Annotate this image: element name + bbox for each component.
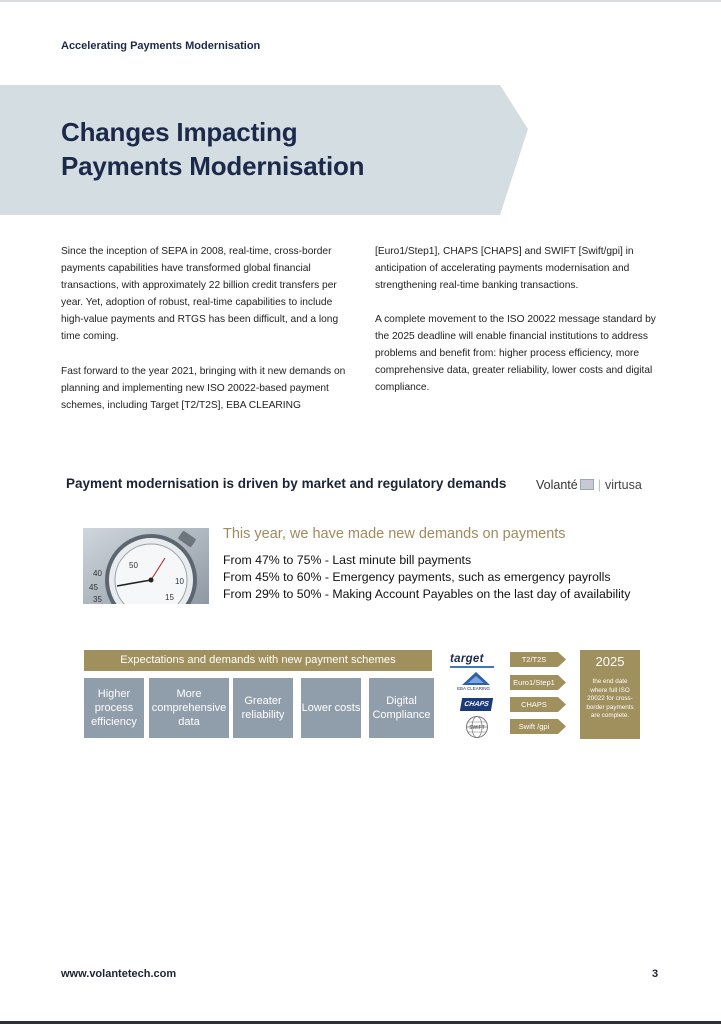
svg-text:40: 40 (93, 569, 102, 578)
benefit-label: Lower costs (301, 702, 361, 714)
benefit-label: More comprehensive data (151, 688, 227, 728)
svg-text:35: 35 (93, 595, 102, 604)
benefit-box-efficiency (84, 678, 144, 738)
body-paragraph-4: A complete movement to the ISO 20022 message standard by the 2025 deadline will enable financial institutions to address problems and benefit from: higher process efficiency, more comprehensive data, greater reliability, lower costs and digital compliance. (375, 314, 656, 393)
target-logo: target (450, 653, 484, 665)
swift-logo (465, 715, 489, 739)
body-paragraph-1: Since the inception of SEPA in 2008, real-time, cross-border payments capabilities have transformed global financial transactions, with approximately 22 billion credit transfers per year. Yet, adoption of robust, real-time capabilities to include high-value payments and RTGS has been difficult, and a long time coming. (61, 246, 339, 342)
top-rule (0, 0, 721, 2)
brand-logos: Volanté | virtusa (536, 478, 642, 492)
eba-clearing-label: EBA CLEARING (457, 686, 491, 691)
scheme-label: T2/T2S (521, 655, 547, 664)
scheme-label: Euro1/Step1 (513, 678, 555, 687)
scheme-label: CHAPS (521, 700, 547, 709)
deadline-box (580, 650, 640, 739)
flag-icon (580, 479, 594, 490)
scheme-arrow (510, 697, 567, 712)
svg-text:45: 45 (89, 583, 98, 592)
svg-text:15: 15 (165, 593, 174, 602)
stopwatch-photo (83, 528, 209, 604)
swift-logo-text: SWIFT (469, 725, 485, 731)
benefit-box-data (149, 678, 229, 738)
benefit-box-reliability (233, 678, 293, 738)
svg-text:50: 50 (129, 561, 138, 570)
body-paragraph-3: [Euro1/Step1], CHAPS [CHAPS] and SWIFT [Swift/gpi] in anticipation of accelerating payments modernisation and strengthening real-time banking transactions. (375, 246, 634, 291)
scheme-arrow (510, 719, 567, 734)
benefit-label: Higher process efficiency (91, 688, 137, 728)
scheme-label: Swift /gpi (518, 722, 550, 731)
body-paragraph-2: Fast forward to the year 2021, bringing with it new demands on planning and implementing new ISO 20022-based payment schemes, including Target [T2/T2S], EBA CLEARING (61, 366, 346, 411)
benefit-label: Digital Compliance (372, 695, 431, 721)
svg-text:10: 10 (175, 577, 184, 586)
page-title-line-2: Payments Modernisation (61, 151, 365, 181)
expectations-bar: Expectations and demands with new payment schemes (84, 650, 432, 671)
page-number: 3 (652, 968, 659, 980)
deadline-text: the end date where full ISO 20022 for cross-border payments are complete. (586, 678, 634, 719)
deadline-year: 2025 (595, 654, 625, 669)
demand-line: From 45% to 60% - Emergency payments, such as emergency payrolls (223, 570, 611, 584)
virtusa-logo: virtusa (604, 478, 642, 492)
volante-logo: Volanté (536, 478, 578, 492)
demand-line: From 29% to 50% - Making Account Payables on the last day of availability (223, 587, 631, 601)
footer-url[interactable]: www.volantetech.com (61, 968, 177, 980)
demand-line: From 47% to 75% - Last minute bill payments (223, 553, 472, 567)
page-title-line-1: Changes Impacting (61, 117, 298, 147)
scheme-arrow (510, 652, 567, 667)
benefit-box-compliance (369, 678, 434, 738)
benefit-box-costs (301, 678, 361, 738)
page-title (61, 115, 364, 183)
demands-title: This year, we have made new demands on payments (223, 526, 566, 542)
benefit-label: Greater reliability (241, 695, 285, 721)
chaps-logo: CHAPS (460, 698, 493, 711)
target-logo-underline (450, 666, 494, 668)
scheme-arrow (510, 675, 567, 690)
infographic-heading: Payment modernisation is driven by market and regulatory demands (66, 476, 507, 491)
stopwatch-icon (83, 528, 209, 604)
running-header: Accelerating Payments Modernisation (61, 40, 261, 52)
